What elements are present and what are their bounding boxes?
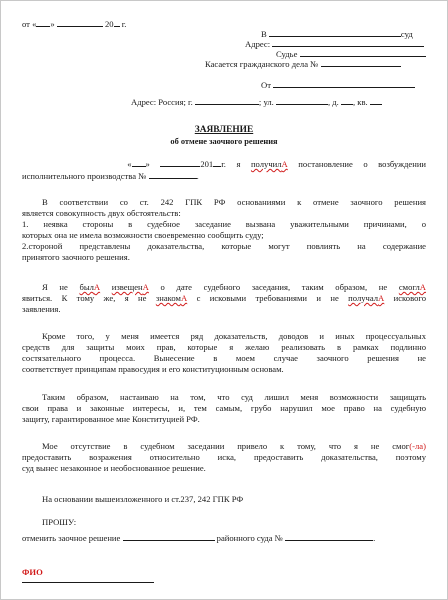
applicant-street-blank: [276, 96, 328, 105]
receipt-year: 201: [200, 159, 214, 169]
date-mid: »: [50, 19, 55, 29]
paragraph-receipt-line-1: [22, 158, 426, 170]
case-blank: [321, 58, 401, 67]
proceeding-number-blank: [149, 170, 197, 179]
word-base: был: [79, 282, 94, 292]
grounds-line-6: принятого заочного решения.: [22, 252, 130, 262]
receipt-proceeding-label: исполнительного производства №: [22, 171, 147, 181]
court-address-blank: [272, 38, 424, 47]
signature-line: [22, 582, 154, 583]
paragraph-grounds: [22, 197, 426, 263]
word-ending: А: [142, 282, 149, 292]
receipt-verb-base: получил: [250, 159, 282, 169]
applicant-address-line: [131, 96, 382, 107]
document-subtitle: об отмене заочного решения: [170, 137, 278, 146]
paragraph-notification: [22, 282, 426, 315]
notification-word-1: [79, 282, 100, 292]
paragraph-evidence: [22, 331, 426, 375]
notification-line-1: [22, 282, 426, 293]
request-text-b: районного суда №: [216, 533, 283, 543]
rights-line-1: Таким образом, настаиваю на том, что суд лишил меня возможности защищать: [42, 392, 426, 402]
applicant-city-blank: [195, 96, 259, 105]
notification-line-3: заявления.: [22, 304, 61, 314]
request-period: .: [373, 533, 376, 543]
word-ending: А: [419, 282, 427, 292]
from-blank: [273, 79, 415, 88]
notification-text-g: искового: [393, 293, 426, 303]
notification-text-d: о дате судебного заседания, таким образом, не: [160, 282, 388, 292]
receipt-period: .: [196, 171, 199, 181]
grounds-line-4: которых она не имела возможности своевременно сообщить суду;: [22, 230, 264, 240]
receipt-pronoun: я: [236, 159, 241, 169]
word-base: знаком: [155, 293, 181, 303]
grounds-line-3: 1. неявка стороны в судебное заседание вызвана уважительными причинами, о: [22, 219, 426, 229]
court-suffix: суд: [400, 29, 413, 39]
grounds-line-2: является совокупность двух обстоятельств:: [22, 208, 181, 218]
evidence-line-3: состязательного процесса. Вынесение в моем случае заочного решения не: [22, 353, 426, 363]
evidence-line-1: Кроме того, у меня имеется ряд доказательств, доводов и иных процессуальных: [42, 331, 426, 341]
absence-line-1: [22, 441, 426, 452]
quote-close: »: [145, 159, 150, 169]
notification-line-2: [22, 293, 426, 304]
quote-open: «: [127, 159, 132, 169]
court-address-label: Адрес:: [245, 39, 271, 49]
decision-blank: [123, 532, 215, 541]
notification-word-5: [348, 293, 384, 303]
date-month-blank: [57, 18, 103, 27]
absence-line-3: суд вынес незаконное и необоснованное решение.: [22, 463, 206, 473]
document-title: ЗАЯВЛЕНИЕ: [194, 125, 254, 135]
court-blank: [269, 28, 401, 37]
word-ending: А: [93, 282, 101, 292]
applicant-apt-label: , кв.: [352, 97, 368, 107]
notification-word-4: [156, 293, 187, 303]
notification-text-f: с исковыми требованиями и не: [196, 293, 339, 303]
receipt-day-blank: [132, 158, 146, 167]
notification-word-2: [112, 282, 149, 292]
receipt-month-blank: [160, 158, 200, 167]
case-line: [205, 58, 401, 69]
case-label: Касается гражданского дела №: [205, 59, 319, 69]
applicant-house-blank: [341, 96, 353, 105]
request-line: [22, 532, 375, 543]
date-day-blank: [36, 18, 50, 27]
evidence-line-2: средств для защиты моих прав, которые я желаю реализовать в рамках подлинно: [22, 342, 426, 352]
from-line: [261, 79, 415, 90]
grounds-line-1: В соответствии со ст. 242 ГПК РФ основаниями к отмене заочного решения: [42, 197, 426, 207]
applicant-address-city-label: Россия; г.: [158, 97, 193, 107]
word-base: извещен: [111, 282, 143, 292]
receipt-verb: [251, 159, 288, 169]
basis-line: На основании вышеизложенного и ст.237, 242 ГПК РФ: [42, 494, 244, 504]
receipt-verb-ending: А: [281, 159, 288, 169]
judge-label: Судье: [276, 49, 298, 59]
date-suffix: г.: [121, 19, 127, 29]
date-line: [22, 18, 126, 29]
paragraph-rights: [22, 392, 426, 425]
applicant-street-label: ; ул.: [258, 97, 274, 107]
absence-word: [392, 441, 426, 451]
receipt-year-suffix: г.: [221, 159, 226, 169]
date-prefix: от «: [22, 19, 37, 29]
signature-fio-label: ФИО: [22, 567, 43, 577]
rights-line-2: свои права и законные интересы, и, тем самым, грубо нарушил мое право на судебную: [22, 403, 426, 413]
grounds-line-5: 2.стороной представлены доказательства, которые могут повлиять на содержание: [22, 241, 426, 251]
receipt-text: постановление о возбуждении: [298, 159, 427, 169]
word-base: получал: [348, 293, 379, 303]
notification-word-3: [399, 282, 426, 292]
paragraph-absence: [22, 441, 426, 474]
word-ending: А: [378, 293, 385, 303]
word-base: смогл: [398, 282, 420, 292]
notification-text-a: Я не: [42, 282, 68, 292]
date-year: 20: [105, 19, 114, 29]
absence-text-a: Мое отсутствие в судебном заседании привело к тому, что я не: [42, 441, 380, 451]
word-ending: А: [180, 293, 188, 303]
paragraph-receipt: [22, 158, 426, 182]
absence-line-2: предоставить возражения относительно иска, предоставить доказательства, поэтому: [22, 452, 426, 462]
court-number-blank: [285, 532, 376, 543]
judge-blank: [300, 48, 426, 57]
request-text-a: отменить заочное решение: [22, 533, 121, 543]
applicant-apt-blank: [370, 96, 382, 105]
word-base: смог: [392, 441, 410, 451]
applicant-house-label: , д.: [327, 97, 339, 107]
applicant-address-label: Адрес:: [131, 97, 157, 107]
paragraph-receipt-line-2: [22, 170, 426, 182]
court-prefix: В: [261, 29, 267, 39]
notification-text-e: явиться. К тому же, я не: [22, 293, 147, 303]
word-ending: (-ла): [409, 441, 426, 451]
date-year-blank: [114, 18, 120, 27]
from-label: От: [261, 80, 271, 90]
rights-line-3: защиту, гарантированное мне Конституцией РФ.: [22, 414, 200, 424]
request-heading: ПРОШУ:: [42, 517, 77, 527]
evidence-line-4: соответствует принципам правосудия и его конституционным основам.: [22, 364, 284, 374]
